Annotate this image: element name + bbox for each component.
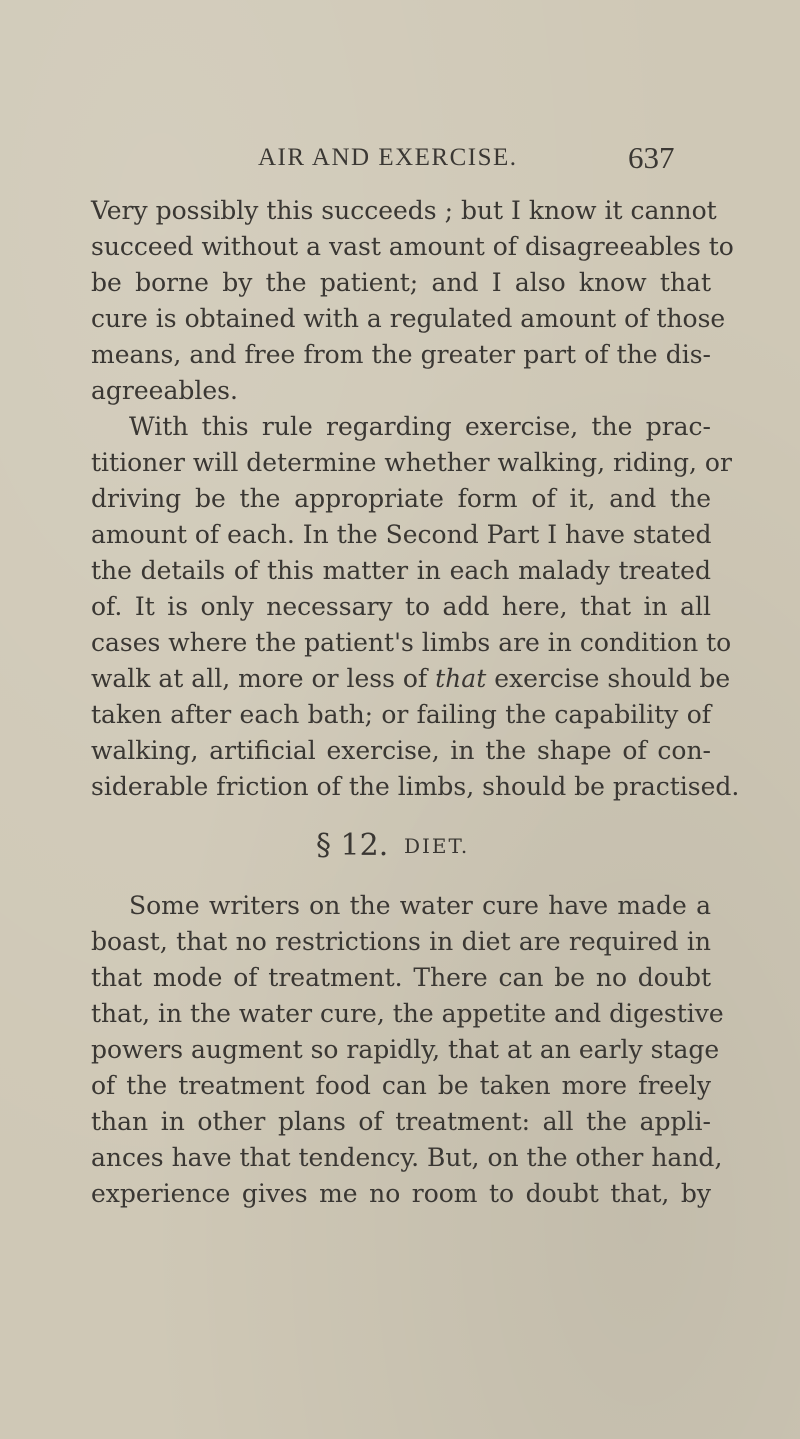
text-line: titioner will determine whether walking, riding, or [91, 448, 732, 477]
page-number: 637 [628, 140, 675, 175]
page-header [0, 138, 800, 178]
section-heading [0, 828, 800, 868]
text-line: taken after each bath; or failing the capability of [91, 700, 711, 729]
text-line: cure is obtained with a regulated amount of those [91, 304, 726, 333]
text-line: be borne by the patient; and I also know that [91, 268, 711, 297]
running-title: AIR AND EXERCISE. [258, 144, 518, 171]
text-line: succeed without a vast amount of disagreeables to [91, 232, 734, 261]
text-run: walk at all, more or less of [91, 664, 436, 693]
section-title: DIET. [404, 834, 470, 858]
text-line [91, 661, 731, 697]
text-line: of the treatment food can be taken more freely [91, 1071, 711, 1100]
text-line: powers augment so rapidly, that at an early stage [91, 1035, 720, 1064]
text-line: amount of each. In the Second Part I have stated [91, 520, 712, 549]
text-line: agreeables. [91, 376, 238, 405]
text-line: driving be the appropriate form of it, and the [91, 484, 711, 513]
text-line: means, and free from the greater part of the dis- [91, 340, 711, 369]
text-line: Some writers on the water cure have made a [129, 891, 711, 920]
emphasized-word: that [435, 664, 487, 693]
text-line: than in other plans of treatment: all the appli- [91, 1107, 711, 1136]
text-line: that, in the water cure, the appetite and digestive [91, 999, 724, 1028]
section-number: § 12. [316, 828, 389, 863]
text-line: With this rule regarding exercise, the prac- [129, 412, 711, 441]
text-line: that mode of treatment. There can be no doubt [91, 963, 711, 992]
text-line: the details of this matter in each malady treated [91, 556, 711, 585]
text-line: siderable friction of the limbs, should be practised. [91, 772, 740, 801]
text-line: ances have that tendency. But, on the other hand, [91, 1143, 723, 1172]
text-line: experience gives me no room to doubt that, by [91, 1179, 711, 1208]
text-run: exercise should be [486, 664, 731, 693]
text-line: cases where the patient's limbs are in condition to [91, 628, 732, 657]
text-line: Very possibly this succeeds ; but I know it cannot [91, 196, 717, 225]
text-line: walking, artificial exercise, in the shape of con- [91, 736, 711, 765]
text-line: of. It is only necessary to add here, that in all [91, 592, 711, 621]
text-line: boast, that no restrictions in diet are required in [91, 927, 711, 956]
